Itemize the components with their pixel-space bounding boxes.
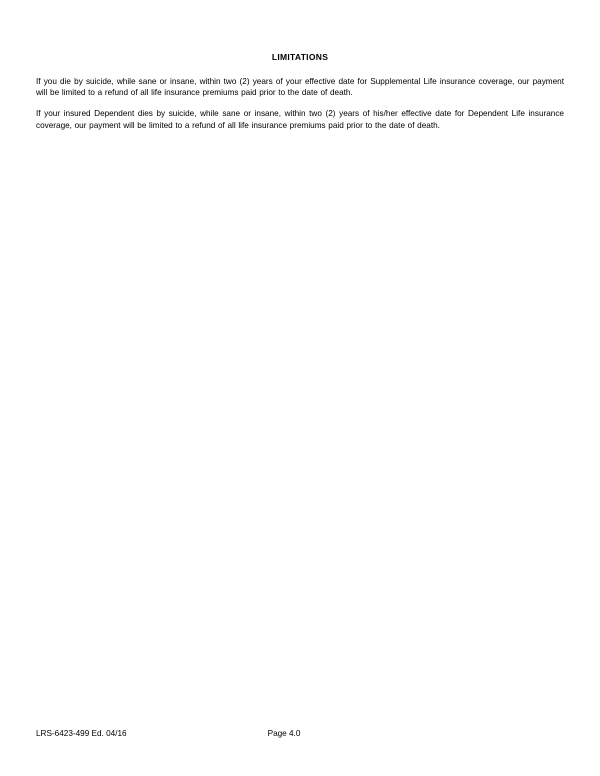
- footer-page-number: [36, 729, 564, 738]
- document-body: [36, 52, 564, 131]
- footer-form-number: LRS-6423-499 Ed. 04/16: [36, 729, 127, 738]
- footer-page-number-text: Page 4.0: [267, 729, 301, 738]
- paragraph-suicide-limitation-dependent: If your insured Dependent dies by suicide, while sane or insane, within two (2) years of his/her effective date for Dependent Life insurance coverage, our payment will be limited to a refund of all life insurance premiums paid prior to the date of death.: [36, 109, 564, 130]
- page-title: LIMITATIONS: [271, 52, 329, 62]
- paragraph-suicide-limitation-employee: If you die by suicide, while sane or insane, within two (2) years of your effective date for Supplemental Life insurance coverage, our payment will be limited to a refund of all life insurance premiums paid prior to the date of death.: [36, 77, 564, 98]
